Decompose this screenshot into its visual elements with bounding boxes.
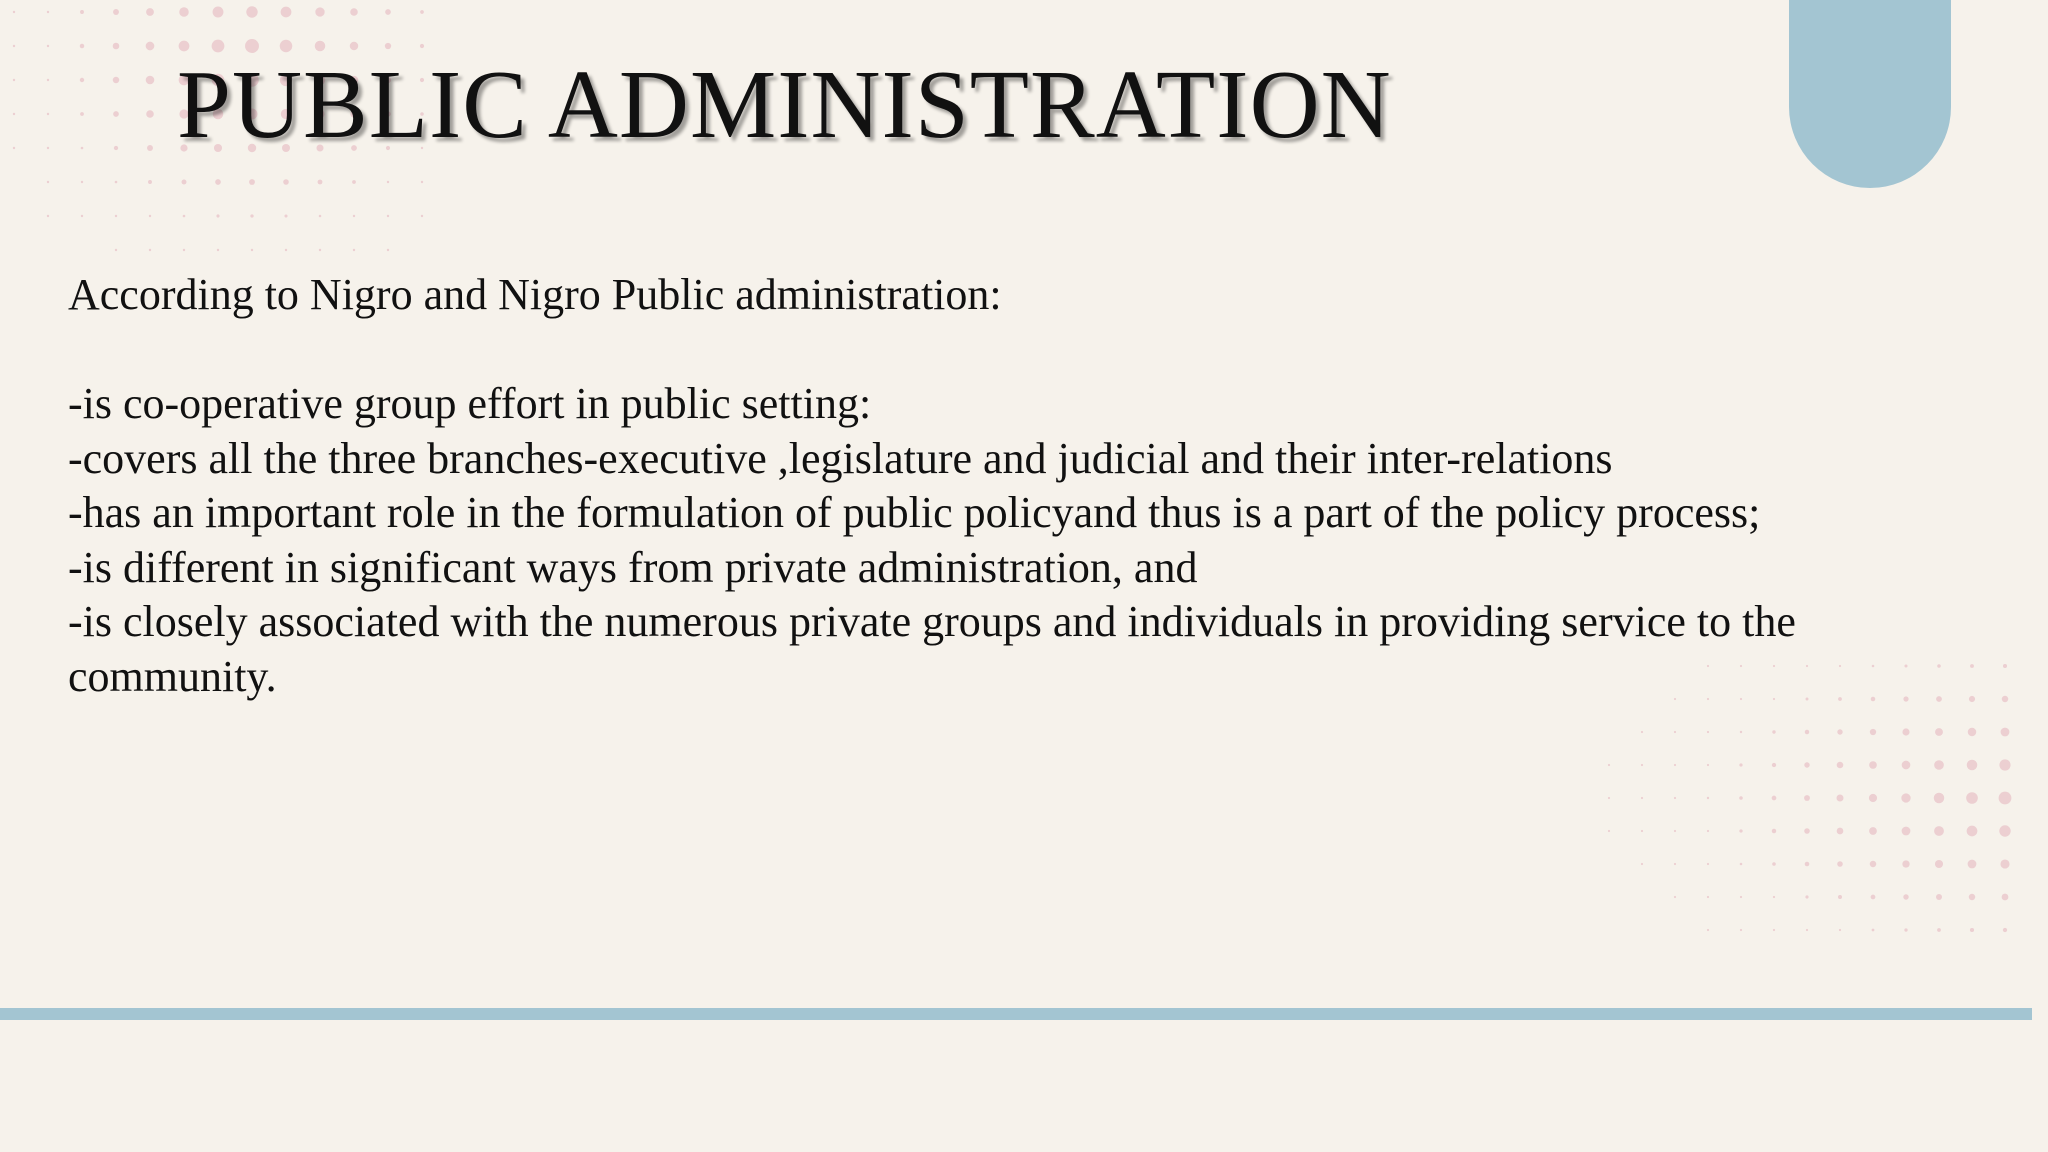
- list-item: -is closely associated with the numerous private groups and individuals in providing service to the community.: [68, 597, 1796, 701]
- list-item: -is different in significant ways from private administration, and: [68, 542, 1198, 592]
- bottom-accent-bar: [0, 1008, 2032, 1020]
- decorative-dot-pattern-bottom-right: [1500, 650, 2048, 950]
- list-item: -has an important role in the formulation of public policyand thus is a part of the policy process;: [68, 488, 1761, 537]
- slide-title: PUBLIC ADMINISTRATION: [177, 51, 1392, 158]
- decorative-blue-tab: [1789, 0, 1951, 188]
- list-item: -covers all the three branches-executive ,legislature and judicial and their inter-relations: [68, 433, 1613, 483]
- intro-text: According to Nigro and Nigro Public administration:: [68, 270, 1002, 319]
- list-item: -is co-operative group effort in public setting:: [68, 379, 872, 428]
- slide-body: [68, 268, 1898, 704]
